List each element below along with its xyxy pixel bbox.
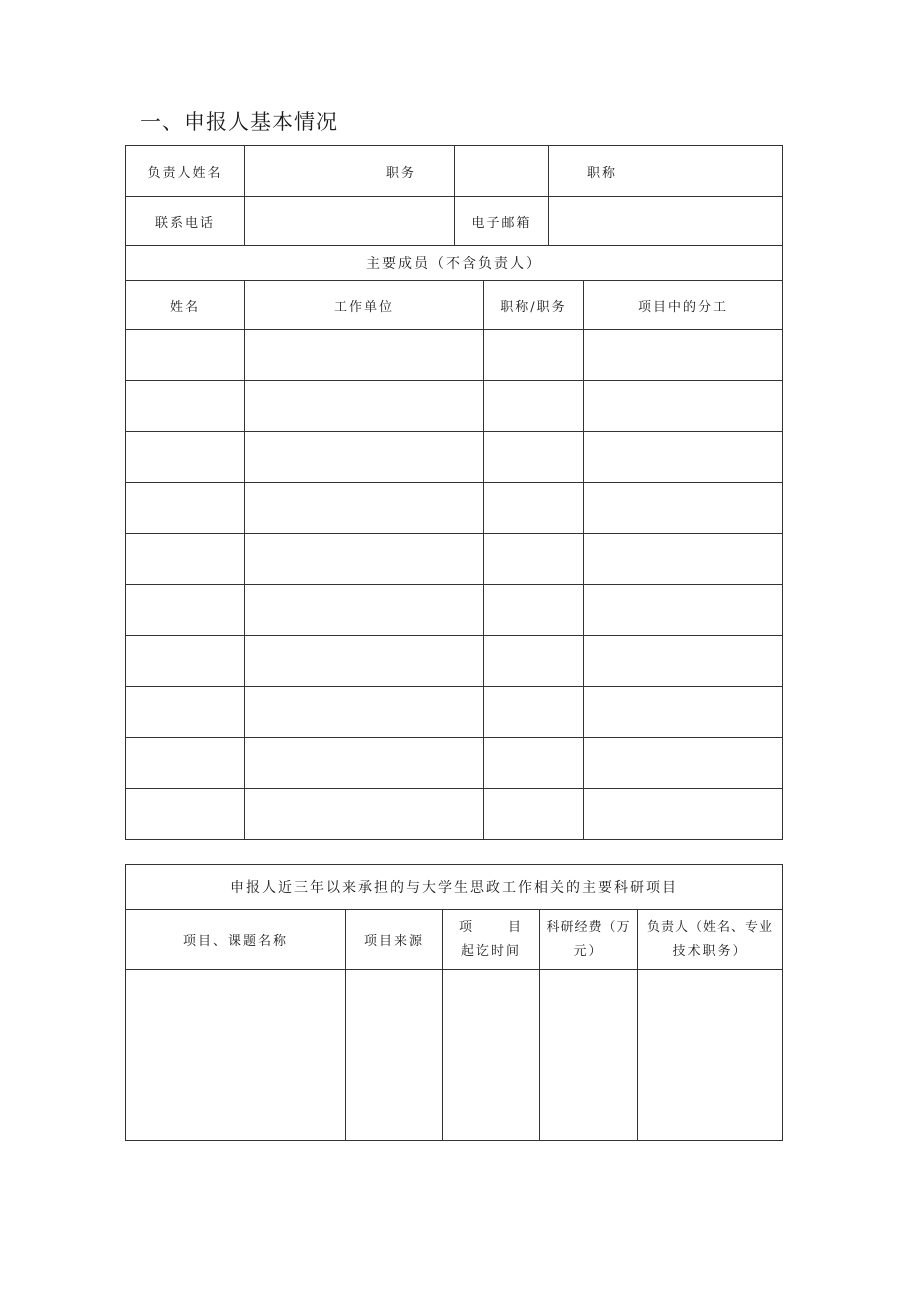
col-member-unit: 工作单位 <box>245 281 484 330</box>
project-period-cell[interactable] <box>443 970 540 1141</box>
project-name-cell[interactable] <box>126 970 346 1141</box>
member-name-cell[interactable] <box>126 483 245 534</box>
member-title-cell[interactable] <box>484 687 584 738</box>
member-row <box>126 738 783 789</box>
member-role-cell[interactable] <box>584 432 783 483</box>
member-name-cell[interactable] <box>126 330 245 381</box>
member-role-cell[interactable] <box>584 687 783 738</box>
project-leader-cell[interactable] <box>638 970 783 1141</box>
position-cell[interactable] <box>455 146 549 197</box>
col-project-funds <box>540 910 638 970</box>
research-projects-table <box>125 864 783 1141</box>
email-cell[interactable] <box>549 197 783 246</box>
member-name-cell[interactable] <box>126 381 245 432</box>
col-project-funds-line2: 元） <box>573 943 604 959</box>
email-label: 电子邮箱 <box>455 197 549 246</box>
project-funds-cell[interactable] <box>540 970 638 1141</box>
member-name-cell[interactable] <box>126 585 245 636</box>
col-member-title: 职称/职务 <box>484 281 584 330</box>
project-row <box>126 970 783 1141</box>
col-project-name: 项目、课题名称 <box>126 910 346 970</box>
col-project-period-part-a: 项 <box>459 919 475 935</box>
member-role-cell[interactable] <box>584 483 783 534</box>
member-row <box>126 585 783 636</box>
member-title-cell[interactable] <box>484 483 584 534</box>
projects-heading: 申报人近三年以来承担的与大学生思政工作相关的主要科研项目 <box>126 865 783 910</box>
members-heading: 主要成员（不含负责人） <box>126 246 783 281</box>
member-unit-cell[interactable] <box>245 789 484 840</box>
col-project-period-line2: 起讫时间 <box>460 943 521 959</box>
leader-name-label: 负责人姓名 <box>126 146 245 197</box>
col-project-leader-line2: 技术职务） <box>672 943 748 959</box>
member-name-cell[interactable] <box>126 738 245 789</box>
member-unit-cell[interactable] <box>245 687 484 738</box>
basic-info-table <box>125 145 783 840</box>
member-name-cell[interactable] <box>126 534 245 585</box>
section-title: 一、申报人基本情况 <box>140 110 338 134</box>
title-label-cell[interactable] <box>549 146 783 197</box>
member-unit-cell[interactable] <box>245 381 484 432</box>
member-role-cell[interactable] <box>584 330 783 381</box>
member-unit-cell[interactable] <box>245 636 484 687</box>
member-title-cell[interactable] <box>484 432 584 483</box>
col-member-role: 项目中的分工 <box>584 281 783 330</box>
col-project-period-part-b: 目 <box>507 919 523 935</box>
member-row <box>126 789 783 840</box>
member-title-cell[interactable] <box>484 636 584 687</box>
col-project-source: 项目来源 <box>346 910 443 970</box>
member-title-cell[interactable] <box>484 534 584 585</box>
member-name-cell[interactable] <box>126 636 245 687</box>
member-title-cell[interactable] <box>484 585 584 636</box>
member-role-cell[interactable] <box>584 534 783 585</box>
member-unit-cell[interactable] <box>245 585 484 636</box>
member-title-cell[interactable] <box>484 330 584 381</box>
member-role-cell[interactable] <box>584 789 783 840</box>
member-title-cell[interactable] <box>484 738 584 789</box>
member-unit-cell[interactable] <box>245 330 484 381</box>
title-label: 职称 <box>587 165 618 181</box>
member-title-cell[interactable] <box>484 789 584 840</box>
col-project-period <box>443 910 540 970</box>
member-role-cell[interactable] <box>584 636 783 687</box>
member-name-cell[interactable] <box>126 432 245 483</box>
member-unit-cell[interactable] <box>245 534 484 585</box>
member-role-cell[interactable] <box>584 738 783 789</box>
member-unit-cell[interactable] <box>245 432 484 483</box>
member-row <box>126 534 783 585</box>
project-source-cell[interactable] <box>346 970 443 1141</box>
member-row <box>126 381 783 432</box>
phone-label: 联系电话 <box>126 197 245 246</box>
position-label: 职务 <box>385 165 416 181</box>
col-project-leader <box>638 910 783 970</box>
col-project-funds-line1: 科研经费（万 <box>546 919 631 935</box>
phone-cell[interactable] <box>245 197 455 246</box>
member-unit-cell[interactable] <box>245 483 484 534</box>
member-name-cell[interactable] <box>126 687 245 738</box>
member-row <box>126 330 783 381</box>
leader-name-cell[interactable] <box>245 146 455 197</box>
member-row <box>126 432 783 483</box>
member-row <box>126 687 783 738</box>
col-project-leader-line1: 负责人（姓名、专业 <box>647 919 774 935</box>
member-row <box>126 636 783 687</box>
member-row <box>126 483 783 534</box>
member-role-cell[interactable] <box>584 585 783 636</box>
col-member-name: 姓名 <box>126 281 245 330</box>
member-title-cell[interactable] <box>484 381 584 432</box>
member-name-cell[interactable] <box>126 789 245 840</box>
member-role-cell[interactable] <box>584 381 783 432</box>
member-unit-cell[interactable] <box>245 738 484 789</box>
